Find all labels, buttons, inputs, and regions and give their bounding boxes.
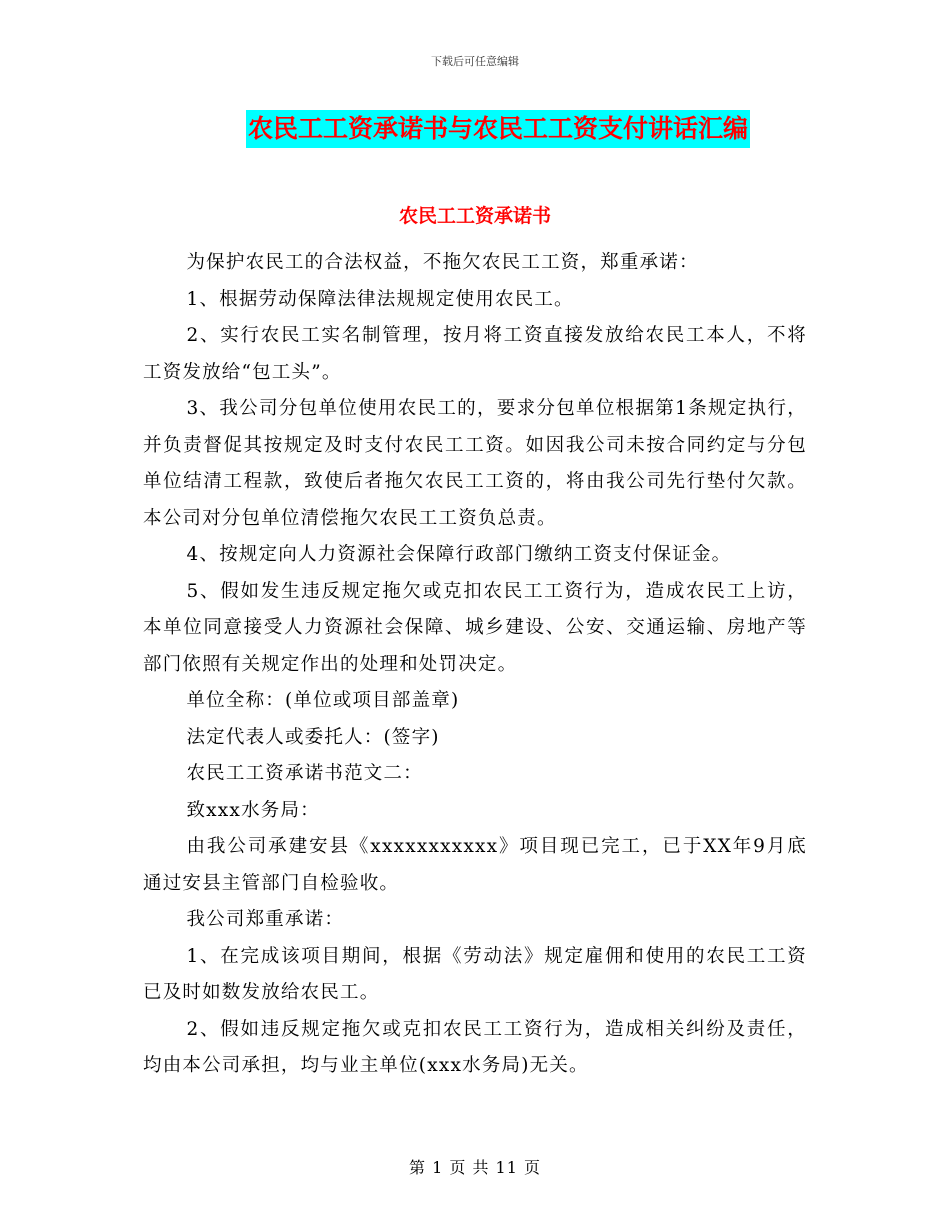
section-title: 农民工工资承诺书 (398, 205, 551, 227)
paragraph-pledge-item-1: 1、在完成该项目期间，根据《劳动法》规定雇佣和使用的农民工工资已及时如数发放给农民工。 (143, 945, 807, 1003)
page-number-footer: 第 1 页 共 11 页 (409, 1158, 541, 1177)
paragraph-pledge-item-2: 2、假如违反规定拖欠或克扣农民工工资行为，造成相关纠纷及责任，均由本公司承担，均与业主单位(xxx水务局)无关。 (143, 1018, 807, 1076)
paragraph-project-status: 由我公司承建安县《xxxxxxxxxxx》项目现已完工，已于XX年9月底通过安县主管部门自检验收。 (143, 836, 807, 894)
paragraph-unit-name: 单位全称：(单位或项目部盖章) (186, 690, 460, 711)
paragraph-representative: 法定代表人或委托人：(签字) (186, 726, 440, 748)
main-title: 农民工工资承诺书与农民工工资支付讲话汇编 (246, 110, 750, 148)
paragraph-item-3: 3、我公司分包单位使用农民工的，要求分包单位根据第1条规定执行，并负责督促其按规定及时支付农民工工资。如因我公司未按合同约定与分包单位结清工程款，致使后者拖欠农民工工资的，将由我公司先行垫付欠款。本公司对分包单位清偿拖欠农民工工资负总责。 (143, 398, 807, 529)
header-note: 下载后可任意编辑 (431, 55, 519, 68)
main-title-container (0, 110, 950, 148)
paragraph-pledge-heading: 我公司郑重承诺： (186, 909, 345, 930)
paragraph-sample-two-heading: 农民工工资承诺书范文二： (186, 763, 423, 784)
paragraph-intro: 为保护农民工的合法权益，不拖欠农民工工资，郑重承诺： (186, 252, 699, 273)
paragraph-item-2: 2、实行农民工实名制管理，按月将工资直接发放给农民工本人，不将工资发放给“包工头”。 (143, 325, 807, 383)
paragraph-item-5: 5、假如发生违反规定拖欠或克扣农民工工资行为，造成农民工上访，本单位同意接受人力资源社会保障、城乡建设、公安、交通运输、房地产等部门依照有关规定作出的处理和处罚决定。 (143, 580, 807, 675)
paragraph-item-1: 1、根据劳动保障法律法规规定使用农民工。 (186, 288, 574, 310)
body-text (143, 245, 807, 1085)
paragraph-addressee: 致xxx水务局： (186, 799, 320, 821)
paragraph-item-4: 4、按规定向人力资源社会保障行政部门缴纳工资支付保证金。 (186, 544, 732, 565)
